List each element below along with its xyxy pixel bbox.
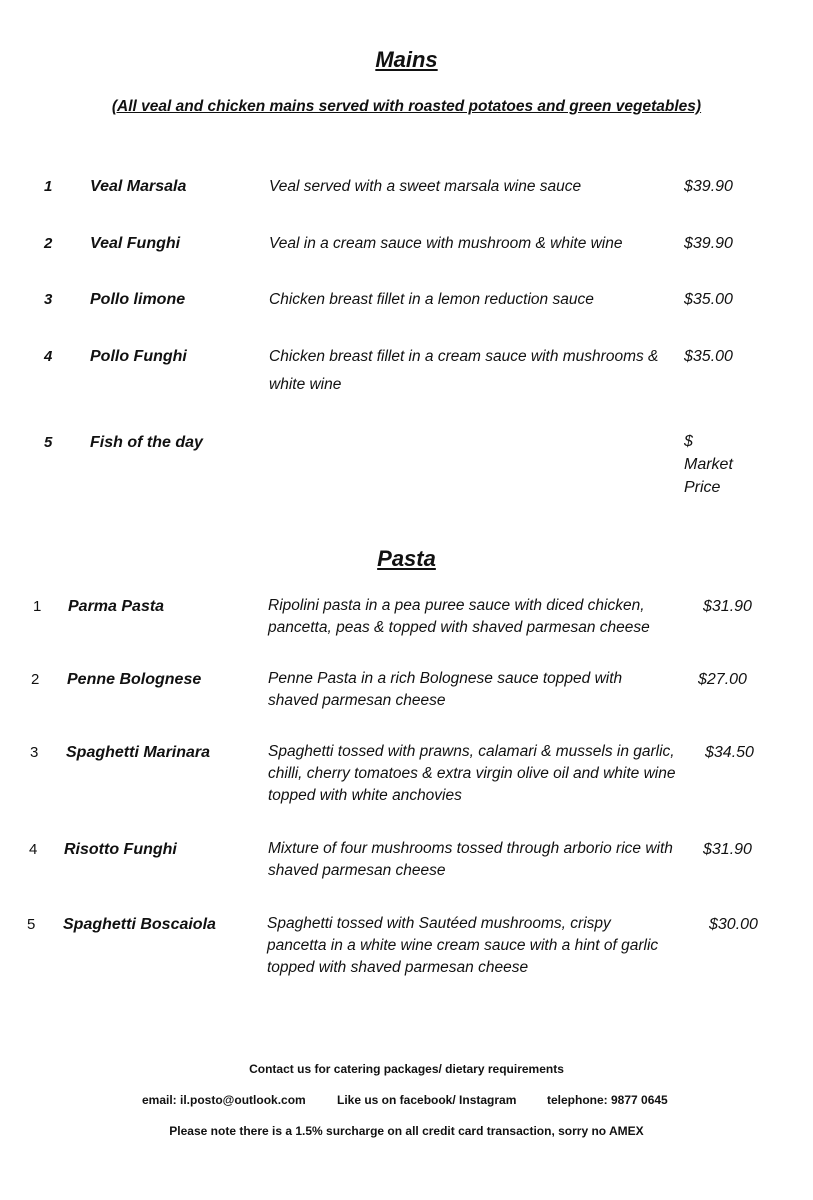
item-description: Ripolini pasta in a pea puree sauce with diced chicken, pancetta, peas & topped with shaved parmesan cheese: [268, 597, 650, 636]
item-name: Fish of the day: [90, 434, 203, 451]
item-description: Spaghetti tossed with prawns, calamari & mussels in garlic, chilli, cherry tomatoes & extra virgin olive oil and white wine topped with white anchovies: [268, 743, 676, 804]
footer-telephone: telephone: 9877 0645: [547, 1093, 668, 1107]
item-name: Pollo Funghi: [90, 348, 187, 365]
item-name: Parma Pasta: [68, 598, 165, 615]
footer-surcharge-note: Please note there is a 1.5% surcharge on all credit card transaction, sorry no AMEX: [169, 1124, 644, 1138]
footer-social: Like us on facebook/ Instagram: [337, 1093, 517, 1107]
mains-title: Mains: [375, 47, 438, 72]
item-name: Spaghetti Marinara: [66, 744, 211, 761]
item-price: $39.90: [684, 178, 733, 195]
item-number: 4: [44, 348, 53, 365]
item-name: Spaghetti Boscaiola: [63, 916, 216, 933]
footer-contact-line: [0, 1093, 813, 1109]
pasta-title: Pasta: [377, 546, 436, 571]
item-price: $35.00: [684, 291, 733, 308]
footer-email: email: il.posto@outlook.com: [142, 1093, 306, 1107]
item-description: Spaghetti tossed with Sautéed mushrooms, crispy pancetta in a white wine cream sauce with a hint of garlic topped with shaved parmesan cheese: [267, 915, 659, 976]
item-price: $31.90: [703, 598, 752, 615]
item-number: 5: [27, 916, 36, 933]
footer-contact: Contact us for catering packages/ dietary requirements: [249, 1062, 564, 1076]
item-name: Pollo limone: [90, 291, 186, 308]
item-price: $31.90: [703, 841, 752, 858]
item-description: Penne Pasta in a rich Bolognese sauce topped with shaved parmesan cheese: [268, 670, 623, 709]
item-description: Mixture of four mushrooms tossed through arborio rice with shaved parmesan cheese: [268, 840, 673, 879]
item-number: 2: [44, 235, 53, 252]
item-number: 3: [44, 291, 53, 308]
item-price: $27.00: [698, 671, 747, 688]
item-number: 2: [31, 671, 40, 688]
item-name: Penne Bolognese: [67, 671, 202, 688]
item-price: $39.90: [684, 235, 733, 252]
item-description: Veal in a cream sauce with mushroom & white wine: [269, 235, 623, 252]
item-number: 5: [44, 434, 53, 451]
item-description: Chicken breast fillet in a cream sauce with mushrooms & white wine: [269, 348, 659, 393]
item-name: Veal Funghi: [90, 235, 181, 252]
item-number: 4: [29, 841, 38, 858]
item-number: 1: [44, 178, 53, 195]
item-number: 3: [30, 744, 39, 761]
item-price: $35.00: [684, 348, 733, 365]
item-price: $ Market Price: [684, 433, 733, 496]
item-price: $34.50: [705, 744, 754, 761]
mains-note: (All veal and chicken mains served with roasted potatoes and green vegetables): [111, 98, 702, 115]
item-name: Veal Marsala: [90, 178, 187, 195]
item-description: Chicken breast fillet in a lemon reduction sauce: [269, 291, 594, 308]
item-price: $30.00: [709, 916, 758, 933]
item-number: 1: [33, 598, 42, 615]
item-description: Veal served with a sweet marsala wine sauce: [269, 178, 582, 195]
item-name: Risotto Funghi: [64, 841, 177, 858]
